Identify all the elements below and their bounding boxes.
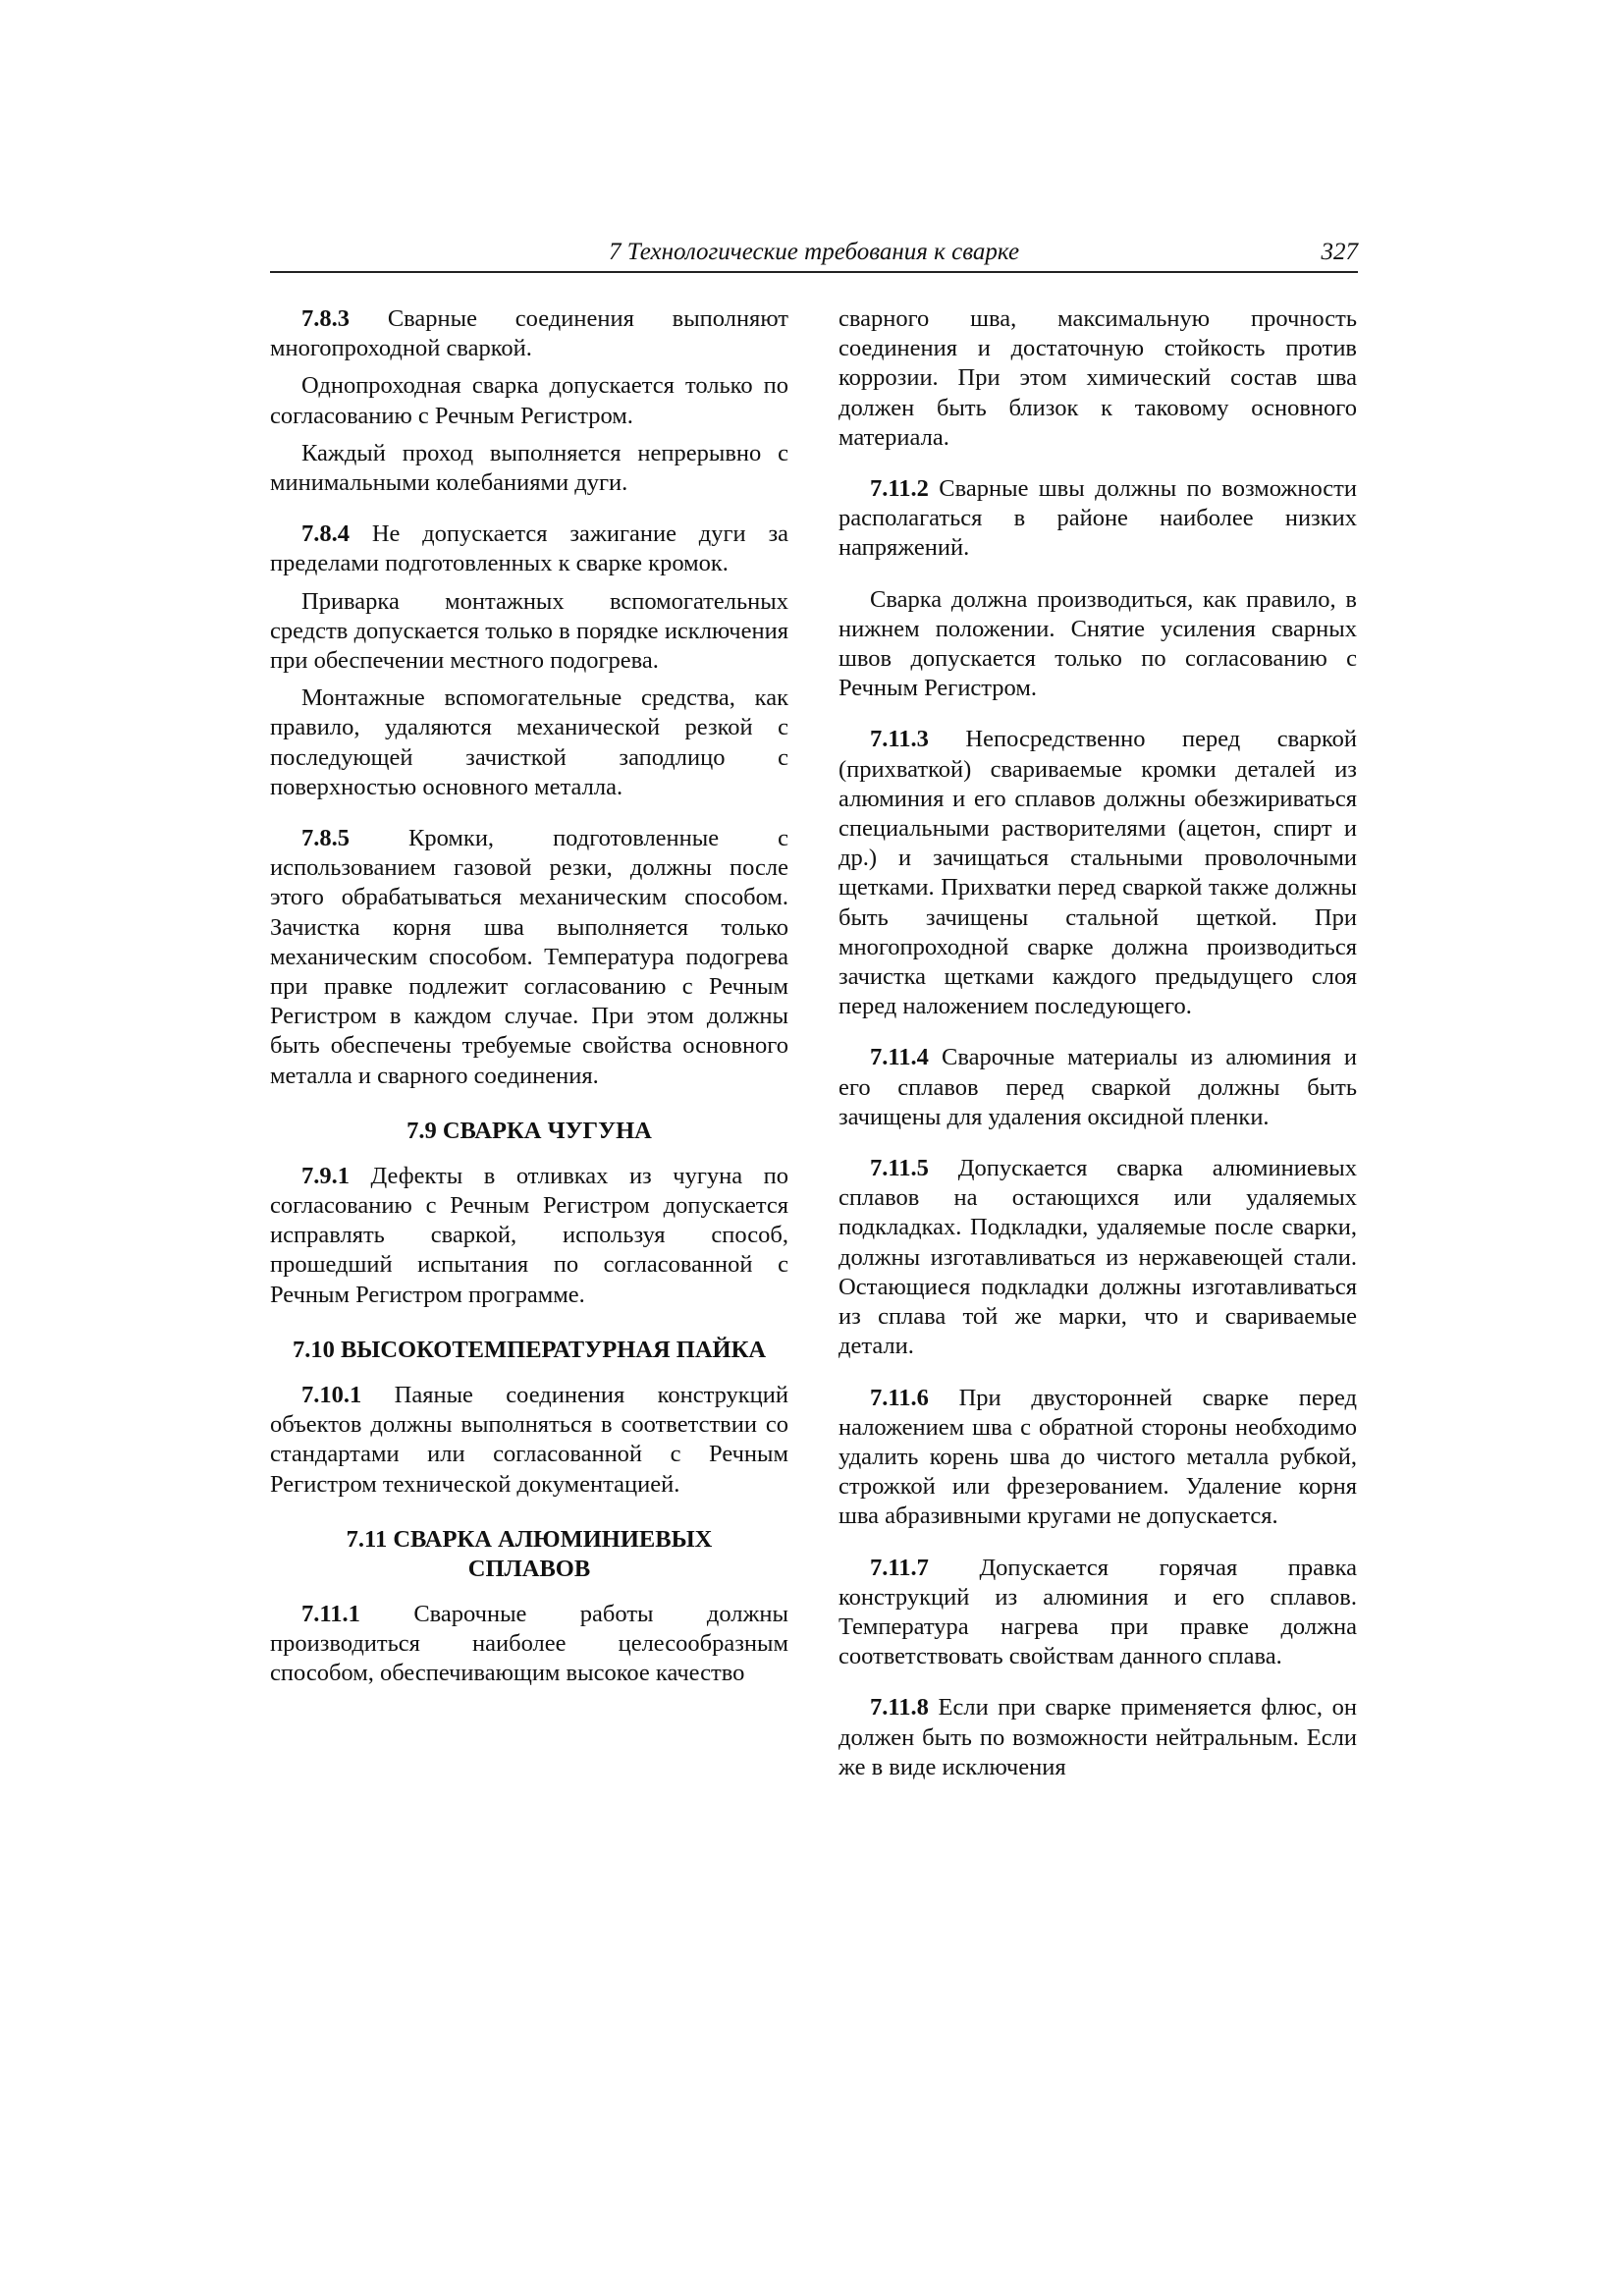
paragraph-7-10-1 — [270, 1381, 788, 1500]
paragraph-text: Сварные швы должны по возможности располагаться в районе наиболее низких напряжений. — [839, 475, 1358, 562]
paragraph-text: Допускается горячая правка конструкций из алюминия и его сплавов. Температура нагрева при правке должна соответствовать свойствам данного сплава. — [839, 1554, 1358, 1670]
paragraph-text: Сварочные материалы из алюминия и его сплавов перед сваркой должны быть зачищены для удаления оксидной пленки. — [839, 1044, 1357, 1130]
clause-number: 7.8.5 — [301, 825, 350, 852]
section-heading-7-11: 7.11 СВАРКА АЛЮМИНИЕВЫХ СПЛАВОВ — [346, 1525, 713, 1582]
paragraph-7-8-3 — [270, 304, 788, 363]
paragraph — [839, 585, 1357, 704]
paragraph-text: Не допускается зажигание дуги за пределами подготовленных к сварке кромок. — [270, 520, 788, 577]
section-heading-7-10: 7.10 ВЫСОКОТЕМПЕРАТУРНАЯ ПАЙКА — [292, 1336, 767, 1363]
paragraph-text: сварного шва, максимальную прочность соединения и достаточную стойкость против коррозии. При этом химический состав шва должен быть близок к таковому основного материала. — [839, 305, 1357, 451]
paragraph-text: Дефекты в отливках из чугуна по согласованию с Речным Регистром допускается исправлять сваркой, используя способ, прошедший испытания по согласованной с Речным Регистром программе. — [270, 1162, 789, 1308]
paragraph-text: Непосредственно перед сваркой (прихваткой) свариваемые кромки деталей из алюминия и его сплавов должны обезжириваться специальными растворителями (ацетон, спирт и др.) и зачищаться стальными проволочными щетками. Прихватки перед сваркой также должны быть зачищены стальной щеткой. При многопроходной сварке должна производиться зачистка щетками каждого предыдущего слоя перед наложением последующего. — [839, 726, 1357, 1020]
clause-number: 7.11.6 — [870, 1384, 929, 1411]
paragraph-7-11-3 — [839, 725, 1357, 1021]
page-header — [270, 238, 1358, 273]
running-title: 7 Технологические требования к сварке — [608, 239, 1020, 265]
paragraph — [270, 439, 788, 498]
clause-number: 7.8.3 — [301, 305, 350, 332]
paragraph — [270, 371, 788, 430]
paragraph-text: Приварка монтажных вспомогательных средств допускается только в порядке исключения при обеспечении местного подогрева. — [270, 587, 788, 675]
paragraph — [270, 683, 788, 802]
paragraph-7-8-4 — [270, 519, 788, 578]
paragraph-text: При двусторонней сварке перед наложением шва с обратной стороны необходимо удалить корень шва до чистого металла рубкой, строжкой или фрезерованием. Удаление корня шва абразивными кругами не допускается. — [839, 1384, 1358, 1530]
paragraph-7-11-2 — [839, 474, 1357, 564]
paragraph-text: Сварные соединения выполняют многопроходной сваркой. — [270, 305, 789, 362]
paragraph-7-11-1 — [270, 1600, 788, 1689]
paragraph-text: Если при сварке применяется флюс, он должен быть по возможности нейтральным. Если же в виде исключения — [839, 1694, 1357, 1780]
paragraph-text: Сварка должна производиться, как правило, в нижнем положении. Снятие усиления сварных швов допускается только по согласованию с Речным Регистром. — [839, 585, 1357, 702]
paragraph-7-11-4 — [839, 1043, 1357, 1132]
clause-number: 7.11.3 — [870, 726, 929, 753]
paragraph-7-11-5 — [839, 1154, 1357, 1361]
page-number: 327 — [1321, 239, 1358, 265]
paragraph — [270, 587, 788, 677]
clause-number: 7.11.1 — [301, 1600, 360, 1627]
paragraph-text: Допускается сварка алюминиевых сплавов на остающихся или удаляемых подкладках. Подкладки, удаляемые после сварки, должны изготавливаться из нержавеющей стали. Остающиеся подкладки должны изготавливаться из сплава той же марки, что и свариваемые детали. — [839, 1155, 1357, 1360]
clause-number: 7.10.1 — [301, 1381, 362, 1408]
paragraph-7-9-1 — [270, 1162, 788, 1310]
clause-number: 7.9.1 — [301, 1162, 350, 1189]
clause-number: 7.11.5 — [870, 1155, 929, 1182]
paragraph-text: Сварочные работы должны производиться наиболее целесообразным способом, обеспечивающим высокое качество — [270, 1600, 789, 1687]
left-column — [270, 304, 788, 1696]
clause-number: 7.11.7 — [870, 1554, 929, 1581]
right-column — [839, 304, 1357, 1790]
paragraph-text: Однопроходная сварка допускается только по согласованию с Речным Регистром. — [270, 372, 788, 429]
paragraph-text: Паяные соединения конструкций объектов должны выполняться в соответствии со стандартами или согласованной с Речным Регистром технической документацией. — [270, 1381, 788, 1498]
section-heading-7-9: 7.9 СВАРКА ЧУГУНА — [406, 1117, 652, 1144]
paragraph-7-11-7 — [839, 1554, 1357, 1672]
clause-number: 7.11.8 — [870, 1694, 929, 1722]
clause-number: 7.8.4 — [301, 520, 350, 548]
paragraph-text: Каждый проход выполняется непрерывно с минимальными колебаниями дуги. — [270, 439, 788, 497]
paragraph-text: Монтажные вспомогательные средства, как правило, удаляются механической резкой с последующей зачисткой заподлицо с поверхностью основного металла. — [270, 684, 788, 800]
clause-number: 7.11.2 — [870, 475, 929, 503]
paragraph-7-8-5 — [270, 824, 788, 1091]
paragraph-7-11-8 — [839, 1693, 1357, 1782]
clause-number: 7.11.4 — [870, 1044, 929, 1071]
paragraph-continued — [839, 304, 1357, 453]
paragraph-7-11-6 — [839, 1384, 1357, 1532]
paragraph-text: Кромки, подготовленные с использованием газовой резки, должны после этого обрабатываться механическим способом. Зачистка корня шва выполняется только механическим способом. Температура подогрева при правке подлежит согласованию с Речным Регистром в каждом случае. При этом должны быть обеспечены требуемые свойства основного металла и сварного соединения. — [270, 825, 788, 1089]
